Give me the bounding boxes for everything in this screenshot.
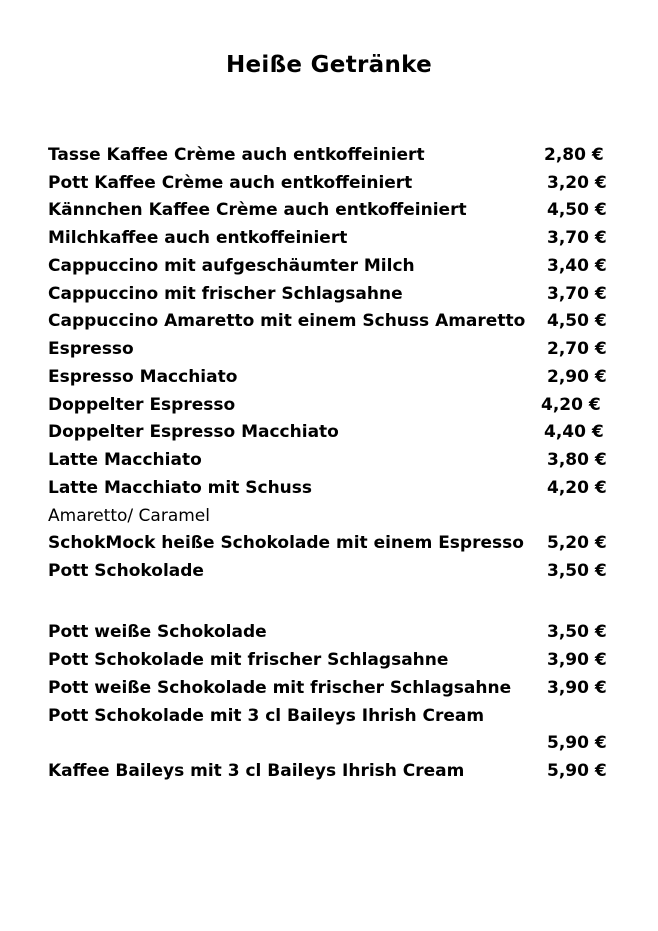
item-price: 3,40 € <box>547 256 607 276</box>
item-name: Kännchen Kaffee Crème auch entkoffeiniert <box>48 200 467 220</box>
item-name: Espresso <box>48 339 134 359</box>
item-name: Espresso Macchiato <box>48 367 238 387</box>
item-name: Tasse Kaffee Crème auch entkoffeiniert <box>48 145 425 165</box>
menu-item <box>48 618 614 646</box>
menu-item <box>48 418 614 446</box>
menu-item <box>48 307 614 335</box>
item-price: 3,90 € <box>547 650 607 670</box>
menu-item <box>48 224 614 252</box>
item-price: 4,20 € <box>541 395 601 415</box>
page-title: Heiße Getränke <box>225 52 433 78</box>
item-price: 2,90 € <box>547 367 607 387</box>
item-name: Cappuccino mit frischer Schlagsahne <box>48 284 403 304</box>
item-price: 3,50 € <box>547 622 607 642</box>
item-name: SchokMock heiße Schokolade mit einem Espresso <box>48 533 524 553</box>
item-name: Pott Schokolade mit frischer Schlagsahne <box>48 650 449 670</box>
item-name: Cappuccino mit aufgeschäumter Milch <box>48 256 415 276</box>
item-price: 5,20 € <box>547 533 607 553</box>
menu-item <box>48 529 614 557</box>
item-name: Doppelter Espresso Macchiato <box>48 422 339 442</box>
item-name: Cappuccino Amaretto mit einem Schuss Amaretto <box>48 311 526 331</box>
menu-item <box>48 557 614 585</box>
menu-item <box>48 446 614 474</box>
item-price: 3,50 € <box>547 561 607 581</box>
item-name: Pott Schokolade <box>48 561 204 581</box>
item-name: Kaffee Baileys mit 3 cl Baileys Ihrish Cream <box>48 761 465 781</box>
item-price: 4,50 € <box>547 200 607 220</box>
menu-item <box>48 335 614 363</box>
item-price: 3,70 € <box>547 228 607 248</box>
item-price: 2,80 € <box>544 145 604 165</box>
item-price: 5,90 € <box>547 761 607 781</box>
item-price: 3,90 € <box>547 678 607 698</box>
item-price: 3,70 € <box>547 284 607 304</box>
item-price: 4,20 € <box>547 478 607 498</box>
menu-item <box>48 674 614 702</box>
item-name: Doppelter Espresso <box>48 395 236 415</box>
item-price: 4,40 € <box>544 422 604 442</box>
item-name: Pott Schokolade mit 3 cl Baileys Ihrish Cream <box>48 706 485 726</box>
menu-item <box>48 474 614 502</box>
item-price: 2,70 € <box>547 339 607 359</box>
item-name: Pott Kaffee Crème auch entkoffeiniert <box>48 173 413 193</box>
item-price: 3,20 € <box>547 173 607 193</box>
menu-item-note <box>48 502 614 530</box>
item-name: Pott weiße Schokolade <box>48 622 267 642</box>
item-name: Latte Macchiato mit Schuss <box>48 478 313 498</box>
item-price: 4,50 € <box>547 311 607 331</box>
menu-item <box>48 391 614 419</box>
menu-item <box>48 252 614 280</box>
menu-item <box>48 702 614 730</box>
menu-item <box>48 363 614 391</box>
item-name: Milchkaffee auch entkoffeiniert <box>48 228 348 248</box>
menu-item-price-continuation <box>48 729 614 757</box>
menu-item <box>48 141 614 169</box>
menu-item <box>48 646 614 674</box>
item-note: Amaretto/ Caramel <box>48 506 210 526</box>
menu-item <box>48 196 614 224</box>
item-price: 5,90 € <box>547 733 607 753</box>
menu-item <box>48 169 614 197</box>
item-name: Latte Macchiato <box>48 450 202 470</box>
item-name: Pott weiße Schokolade mit frischer Schlagsahne <box>48 678 512 698</box>
item-price: 3,80 € <box>547 450 607 470</box>
menu-item <box>48 757 614 785</box>
menu-item <box>48 280 614 308</box>
